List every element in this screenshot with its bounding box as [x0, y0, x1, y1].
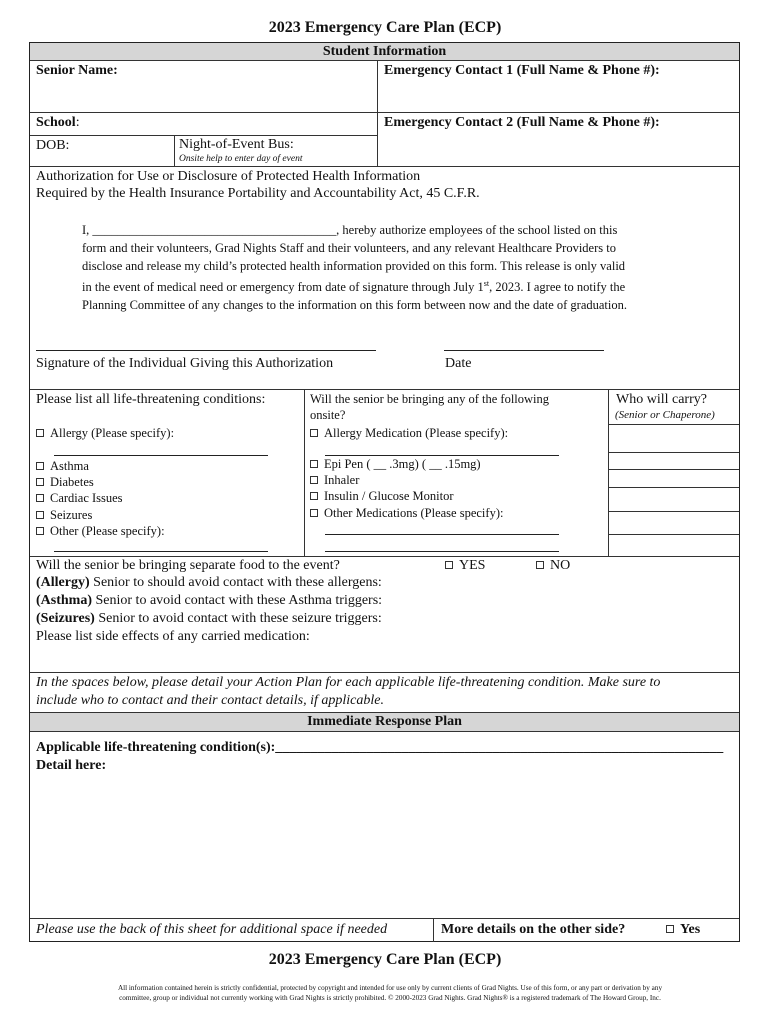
conditions-header: Please list all life-threatening conditions:	[36, 392, 266, 407]
response-plan-header: Immediate Response Plan	[30, 713, 739, 731]
seizures-checkbox[interactable]	[36, 511, 44, 519]
other-checkbox[interactable]	[36, 527, 44, 535]
onsite-other[interactable]: Other Medications (Please specify):	[310, 506, 503, 521]
epipen-checkbox[interactable]	[310, 460, 318, 468]
more-details-yes[interactable]: Yes	[666, 922, 700, 938]
page-title: 2023 Emergency Care Plan (ECP)	[268, 19, 502, 36]
onsite-inhaler[interactable]: Inhaler	[310, 473, 359, 488]
condition-label: Applicable life-threatening condition(s):________________________________________________________________	[36, 740, 724, 755]
student-info-header: Student Information	[30, 43, 739, 60]
back-sheet-note: Please use the back of this sheet for additional space if needed	[36, 922, 388, 937]
food-no-option[interactable]: NO	[536, 558, 570, 574]
condition-asthma[interactable]: Asthma	[36, 459, 89, 474]
who-carry-sub: (Senior or Chaperone)	[615, 409, 715, 421]
other-med-line-2[interactable]	[325, 551, 559, 552]
onsite-epipen[interactable]: Epi Pen ( __ .3mg) ( __ .15mg)	[310, 457, 481, 472]
bus-label: Night-of-Event Bus:	[179, 137, 294, 152]
date-line[interactable]	[444, 350, 604, 351]
condition-other[interactable]: Other (Please specify):	[36, 524, 165, 539]
other-med-checkbox[interactable]	[310, 509, 318, 517]
onsite-allergy-med[interactable]: Allergy Medication (Please specify):	[310, 426, 508, 441]
food-question: Will the senior be bringing separate food to the event?	[36, 558, 340, 573]
onsite-header: Will the senior be bringing any of the following onsite?	[310, 392, 550, 422]
senior-name-label: Senior Name:	[36, 63, 118, 78]
action-plan-note: In the spaces below, please detail your Action Plan for each applicable life-threatening condition. Make sure to include who to contact and their contact details, if applicable.	[36, 675, 661, 708]
allergy-med-line[interactable]	[325, 455, 559, 456]
onsite-insulin[interactable]: Insulin / Glucose Monitor	[310, 489, 454, 504]
condition-allergy[interactable]: Allergy (Please specify):	[36, 426, 174, 441]
food-yes-option[interactable]: YES	[445, 558, 485, 574]
inhaler-checkbox[interactable]	[310, 476, 318, 484]
allergy-checkbox[interactable]	[36, 429, 44, 437]
condition-cardiac[interactable]: Cardiac Issues	[36, 491, 123, 506]
side-effects-label: Please list side effects of any carried medication:	[36, 629, 310, 644]
signature-label: Signature of the Individual Giving this Authorization	[36, 356, 334, 371]
insulin-checkbox[interactable]	[310, 492, 318, 500]
signature-line[interactable]	[36, 350, 376, 351]
condition-diabetes[interactable]: Diabetes	[36, 475, 94, 490]
authorization-heading	[36, 168, 480, 202]
food-yes-checkbox[interactable]	[445, 561, 453, 569]
condition-seizures[interactable]: Seizures	[36, 508, 92, 523]
emergency-contact-2-label: Emergency Contact 2 (Full Name & Phone #):	[384, 115, 660, 130]
legal-footer: All information contained herein is strictly confidential, protected by copyright and intended for use only by current clients of Grad Nights. Use of this form, or any part or derivation by any committee, group or individual not currently working with Grad Nights is strictly prohibited. © 2000-2023 Grad Nights. Grad Nights® is a registered trademark of The Howard Group, Inc.	[117, 984, 663, 1002]
footer-title: 2023 Emergency Care Plan (ECP)	[268, 951, 502, 968]
other-med-line-1[interactable]	[325, 534, 559, 535]
emergency-contact-1-label: Emergency Contact 1 (Full Name & Phone #):	[384, 63, 660, 78]
authorization-paragraph: I, _______________________________________, hereby authorize employees of the school listed on this form and their volunteers, Grad Nights Staff and their volunteers, and any relevant Healthcare Providers to disclose and release my child’s protected health information provided on this form. This release is only valid in the event of medical need or emergency from date of signature through July 1st, 2023. I agree to notify the Planning Committee of any changes to the information on this form between now and the date of graduation.	[82, 223, 628, 313]
other-specify-line[interactable]	[54, 551, 268, 552]
cardiac-checkbox[interactable]	[36, 494, 44, 502]
detail-textarea[interactable]	[36, 780, 732, 915]
authorization-title: Authorization for Use or Disclosure of Protected Health Information	[36, 169, 421, 184]
diabetes-checkbox[interactable]	[36, 478, 44, 486]
food-no-checkbox[interactable]	[536, 561, 544, 569]
school-label: School:	[36, 115, 80, 130]
more-details-checkbox[interactable]	[666, 925, 674, 933]
authorization-subtitle: Required by the Health Insurance Portability and Accountability Act, 45 C.F.R.	[36, 186, 480, 201]
allergy-med-checkbox[interactable]	[310, 429, 318, 437]
allergy-triggers: (Allergy) Senior to should avoid contact with these allergens:	[36, 575, 382, 590]
date-label: Date	[445, 356, 472, 371]
dob-label: DOB:	[36, 138, 70, 153]
detail-label: Detail here:	[36, 758, 107, 773]
asthma-triggers: (Asthma) Senior to avoid contact with these Asthma triggers:	[36, 593, 383, 608]
allergy-specify-line[interactable]	[54, 455, 268, 456]
bus-note: Onsite help to enter day of event	[179, 154, 303, 164]
seizure-triggers: (Seizures) Senior to avoid contact with these seizure triggers:	[36, 611, 382, 626]
asthma-checkbox[interactable]	[36, 462, 44, 470]
who-carry-header: Who will carry?	[616, 392, 707, 407]
more-details-label: More details on the other side?	[441, 922, 626, 937]
